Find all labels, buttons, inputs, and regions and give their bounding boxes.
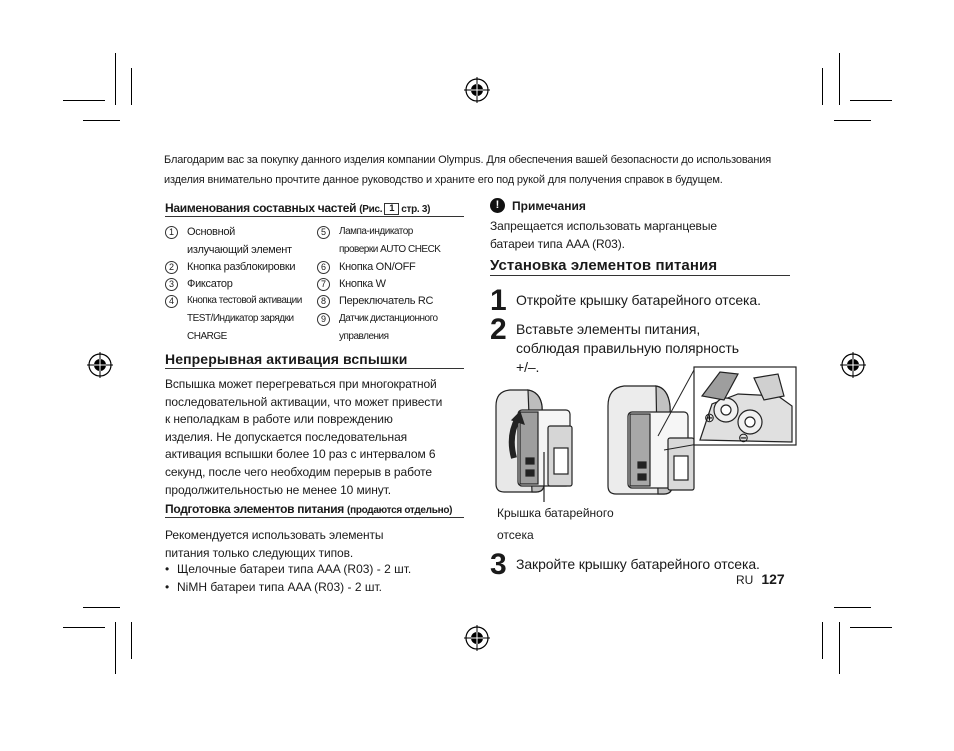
part-item xyxy=(165,223,292,259)
part-number: 9 xyxy=(317,313,330,326)
part-label: Кнопка ON/OFF xyxy=(339,261,416,273)
parts-title-text: Наименования составных частей xyxy=(165,201,357,215)
notes-title: Примечания xyxy=(512,198,586,213)
part-number: 4 xyxy=(165,295,178,308)
part-item xyxy=(165,258,295,276)
part-number: 2 xyxy=(165,261,178,274)
parts-ref-suffix: стр. 3) xyxy=(401,204,431,215)
crop-mark xyxy=(131,622,132,659)
list-item: • NiMH батареи типа AAA (R03) - 2 шт. xyxy=(165,578,465,596)
prep-title-text: Подготовка элементов питания xyxy=(165,502,344,516)
install-section-title: Установка элементов питания xyxy=(490,257,790,276)
plus-mark: ⊕ xyxy=(704,410,715,425)
prep-paragraph xyxy=(165,527,465,562)
intro-line: Благодарим вас за покупку данного изделия компании Olympus. Для обеспечения вашей безопасности до использования xyxy=(164,154,772,166)
text-line: к неполадкам в работе или повреждению xyxy=(165,412,393,427)
part-item xyxy=(165,275,233,293)
caption-line: отсека xyxy=(497,528,534,542)
crop-mark xyxy=(822,68,823,105)
list-item: • Щелочные батареи типа AAA (R03) - 2 шт. xyxy=(165,560,465,578)
part-label: Кнопка W xyxy=(339,278,386,290)
page-footer xyxy=(736,571,785,587)
notes-paragraph xyxy=(490,218,790,253)
crop-mark xyxy=(850,100,892,101)
part-label: Лампа-индикатор проверки AUTO CHECK xyxy=(339,226,441,255)
parts-ref-prefix: (Рис. xyxy=(359,204,383,215)
cover-caption xyxy=(497,502,614,546)
part-label: Кнопка тестовой активации TEST/Индикатор зарядки CHARGE xyxy=(187,295,302,342)
text-line: батареи типа AAA (R03). xyxy=(490,236,625,251)
language-code: RU xyxy=(736,573,754,587)
text-line: продолжительностью не менее 10 минут. xyxy=(165,482,391,497)
flash-unit-closed-drawing xyxy=(608,386,694,494)
crop-mark xyxy=(850,627,892,628)
text-line: питания только следующих типов. xyxy=(165,545,354,560)
crop-mark xyxy=(115,622,116,674)
prep-title-note: (продаются отдельно) xyxy=(347,505,453,516)
part-label: Основной излучающий элемент xyxy=(187,226,292,256)
part-item xyxy=(317,223,440,259)
crop-mark xyxy=(83,607,120,608)
page-number: 127 xyxy=(761,571,785,587)
part-label: Переключатель RC xyxy=(339,295,434,307)
part-label: Кнопка разблокировки xyxy=(187,261,296,273)
continuous-section-title: Непрерывная активация вспышки xyxy=(165,351,464,369)
text-line: Рекомендуется использовать элементы xyxy=(165,528,384,542)
part-number: 7 xyxy=(317,278,330,291)
crop-mark xyxy=(834,120,871,121)
part-number: 3 xyxy=(165,278,178,291)
part-item xyxy=(317,310,438,346)
step-number: 1 xyxy=(490,284,507,317)
continuous-paragraph xyxy=(165,376,465,499)
crop-mark xyxy=(839,53,840,105)
text-line: Вспышка может перегреваться при многократной xyxy=(165,377,437,391)
intro-line: изделия внимательно прочтите данное руководство и храните его под рукой для получения справок в будущем. xyxy=(164,174,723,186)
crop-mark xyxy=(115,53,116,105)
part-number: 6 xyxy=(317,261,330,274)
part-item xyxy=(165,292,302,346)
battery-compartment-zoom xyxy=(694,367,796,445)
text-line: секунд, после чего необходим перерыв в работе xyxy=(165,464,433,479)
registration-mark-icon xyxy=(464,625,490,651)
part-item xyxy=(317,275,386,293)
battery-types-list xyxy=(165,560,465,596)
notes-heading xyxy=(490,198,586,213)
part-number: 8 xyxy=(317,295,330,308)
crop-mark xyxy=(839,622,840,674)
crop-mark xyxy=(822,622,823,659)
text-line: Запрещается использовать марганцевые xyxy=(490,219,717,233)
registration-mark-icon xyxy=(840,352,866,378)
crop-mark xyxy=(834,607,871,608)
battery-installation-illustration xyxy=(488,366,798,506)
text-line: последовательной активации, что может привести xyxy=(165,394,443,409)
step-text: Закройте крышку батарейного отсека. xyxy=(516,556,760,572)
crop-mark xyxy=(83,120,120,121)
part-label: Датчик дистанционного управления xyxy=(339,313,438,342)
part-label: Фиксатор xyxy=(187,278,233,290)
part-item xyxy=(317,292,433,310)
step-number: 2 xyxy=(490,313,507,346)
step-text: Откройте крышку батарейного отсека. xyxy=(516,292,761,308)
crop-mark xyxy=(63,627,105,628)
registration-mark-icon xyxy=(464,77,490,103)
part-number: 5 xyxy=(317,226,330,239)
step-number: 3 xyxy=(490,548,507,581)
part-item xyxy=(317,258,415,276)
crop-mark xyxy=(131,68,132,105)
text-line: активация вспышки более 10 раз с интервалом 6 xyxy=(165,447,436,462)
intro-paragraph xyxy=(164,150,794,190)
warning-icon: ! xyxy=(490,198,505,213)
step-text: Вставьте элементы питания, соблюдая правильную полярность +/–. xyxy=(516,321,739,375)
minus-mark: ⊖ xyxy=(738,430,749,445)
text-line: изделия. Не допускается последовательная xyxy=(165,429,408,444)
flash-unit-open-drawing xyxy=(496,390,572,492)
prep-section-title xyxy=(165,502,464,518)
caption-line: Крышка батарейного xyxy=(497,506,614,520)
registration-mark-icon xyxy=(87,352,113,378)
part-number: 1 xyxy=(165,226,178,239)
crop-mark xyxy=(63,100,105,101)
parts-section-title xyxy=(165,201,464,217)
figure-ref-box: 1 xyxy=(384,203,399,215)
